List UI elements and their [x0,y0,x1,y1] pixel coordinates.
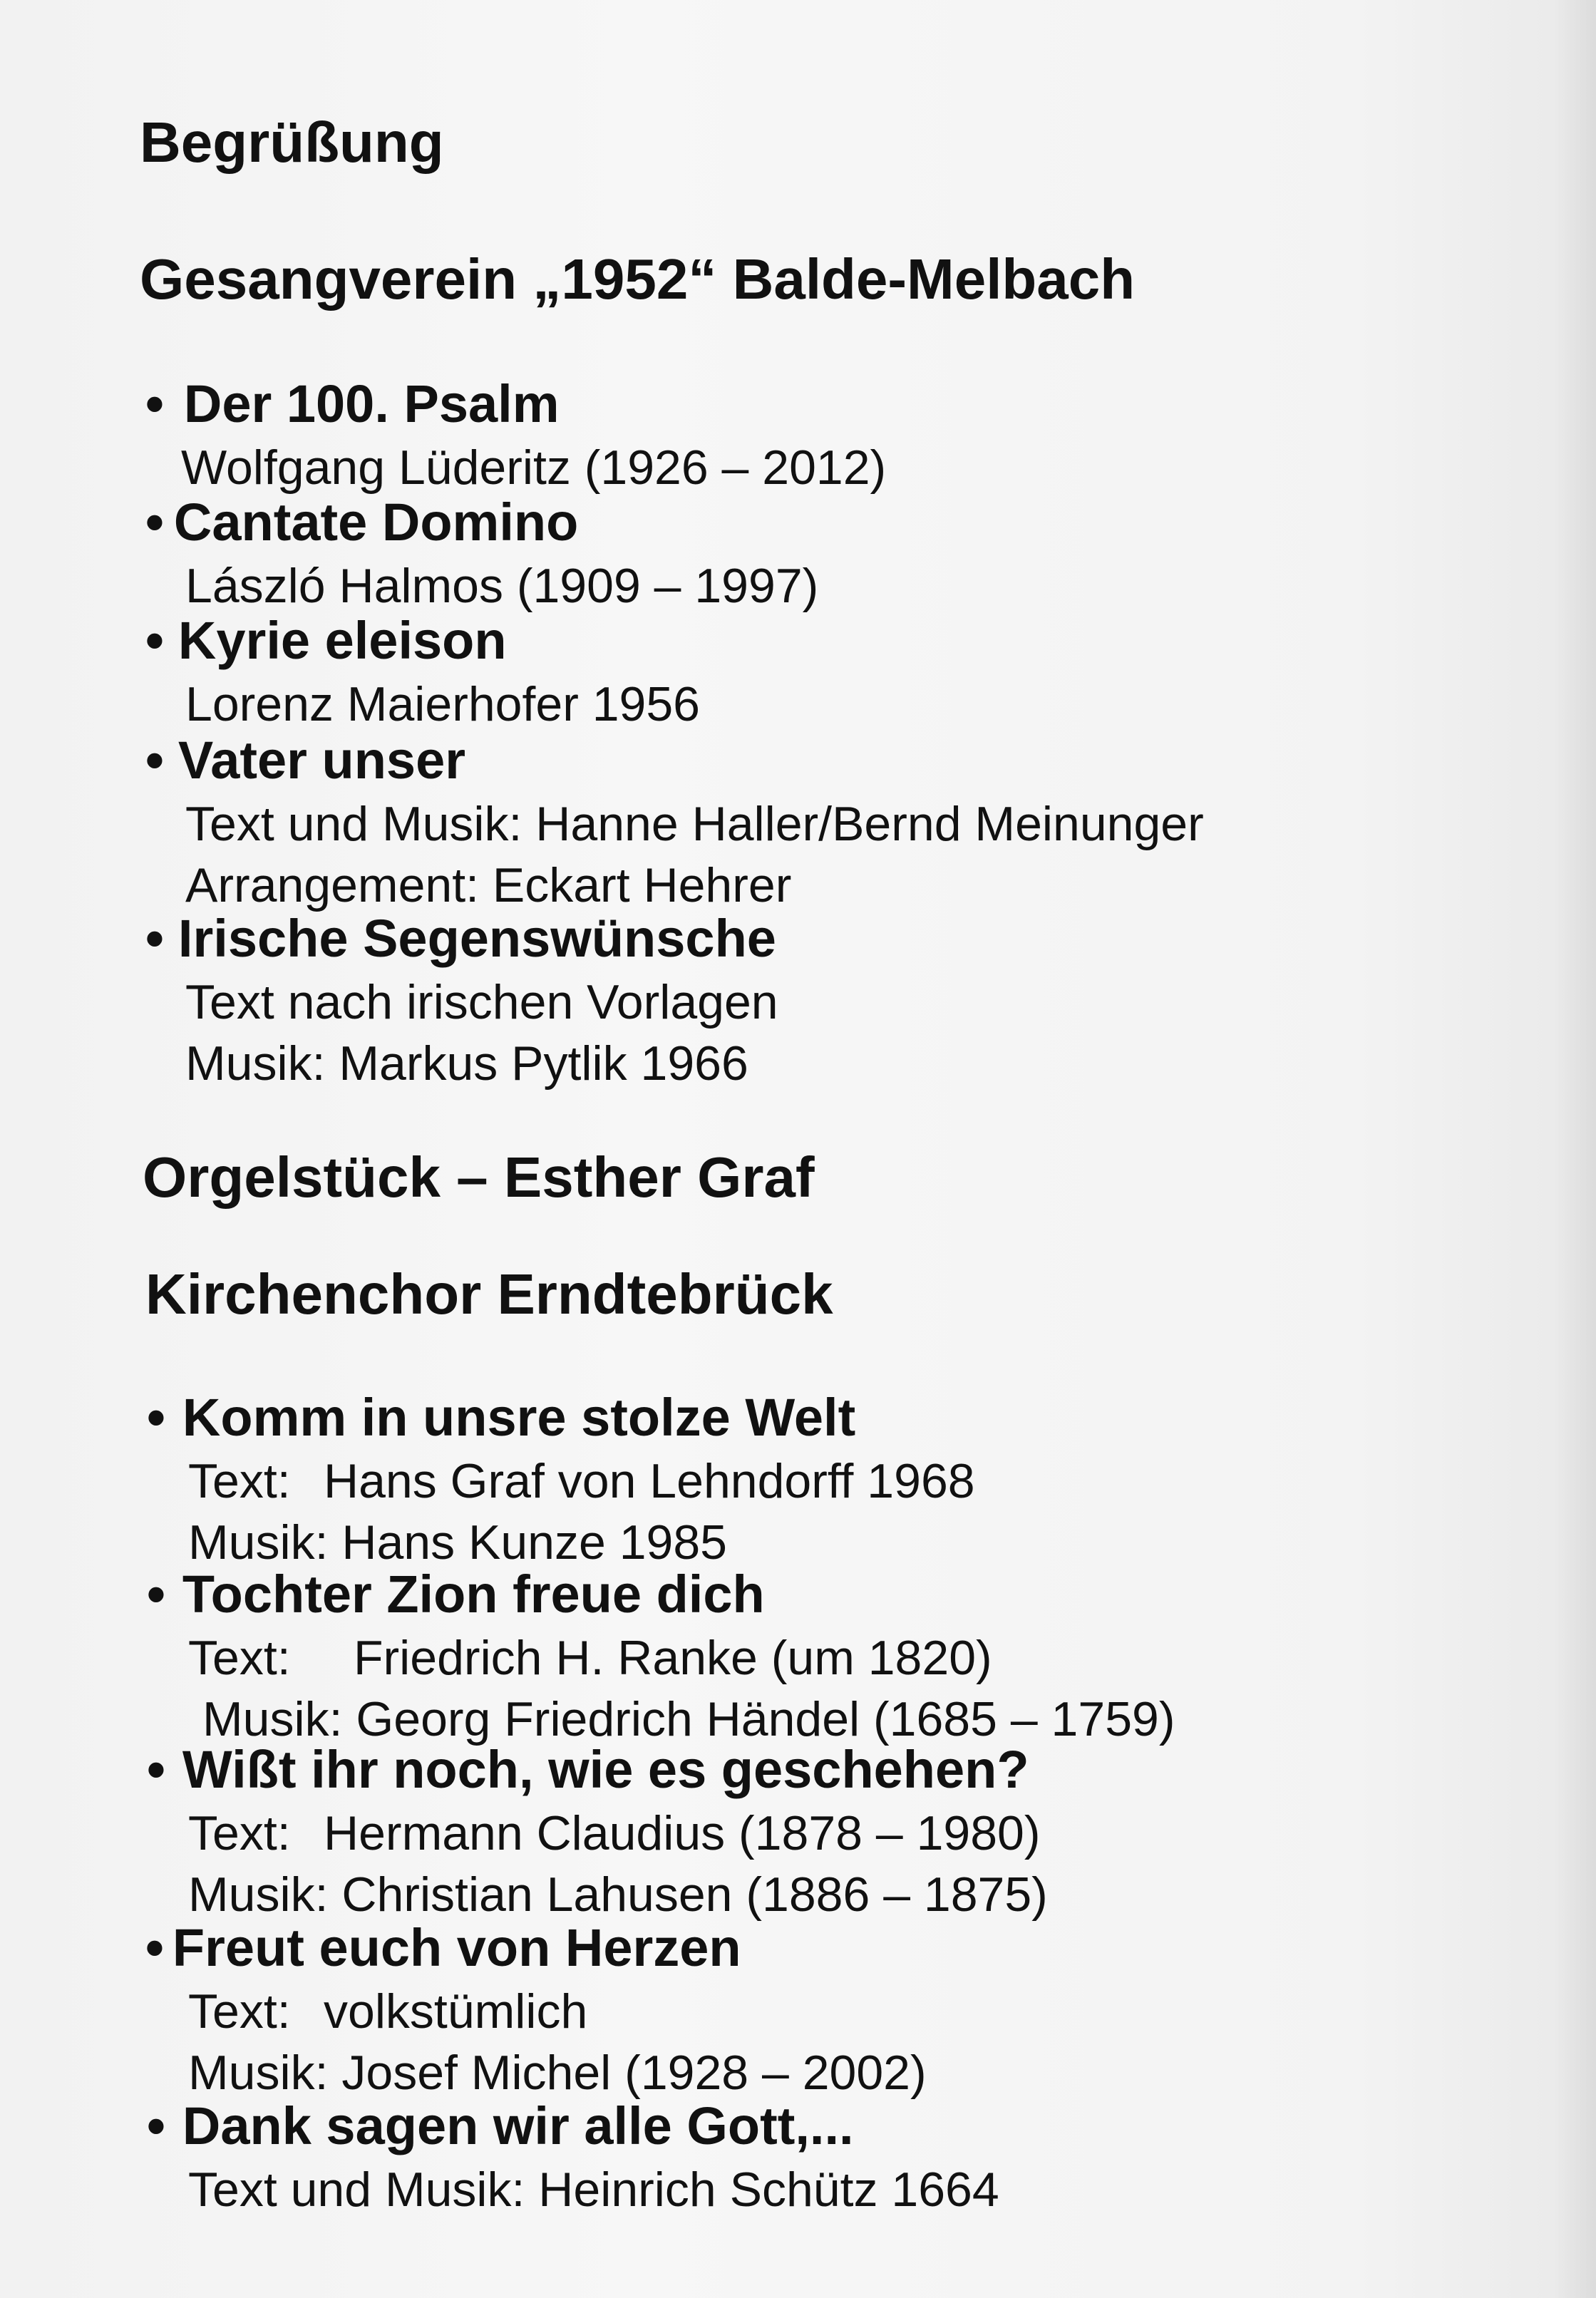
song-title: • Komm in unsre stolze Welt [147,1388,856,1447]
song-title: • Tochter Zion freue dich [147,1565,765,1624]
song-title: • Cantate Domino [145,493,579,552]
song-title: • Der 100. Psalm [145,374,560,433]
song-title: • Freut euch von Herzen [145,1918,741,1977]
bullet-icon: • [145,374,164,433]
list-item [145,611,701,731]
bullet-icon: • [147,1388,165,1447]
bullet-icon: • [145,611,164,670]
bullet-icon: • [147,2096,165,2155]
song-credit: László Halmos (1909 – 1997) [185,559,819,613]
song-credit: Wolfgang Lüderitz (1926 – 2012) [181,440,887,495]
song-credit: Lorenz Maierhofer 1956 [185,677,701,731]
list-item [147,1565,1175,1746]
song-title: • Kyrie eleison [145,611,507,670]
song-credit: Musik: Georg Friedrich Händel (1685 – 1759) [202,1692,1175,1746]
bullet-icon: • [145,909,164,968]
list-item [145,731,1204,912]
bullet-icon: • [145,731,164,790]
song-credit: Text und Musik: Heinrich Schütz 1664 [188,2163,999,2217]
song-title: • Dank sagen wir alle Gott,... [147,2096,854,2155]
choir2-heading: Kirchenchor Erndtebrück [145,1262,833,1326]
song-title: • Vater unser [145,731,466,790]
song-credit: Text: volkstümlich [188,1984,588,2039]
song-credit: Musik: Christian Lahusen (1886 – 1875) [188,1867,1048,1922]
bullet-icon: • [147,1740,165,1799]
song-credit: Text nach irischen Vorlagen [185,975,778,1029]
song-credit: Text: Friedrich H. Ranke (um 1820) [188,1631,992,1685]
song-title: • Wißt ihr noch, wie es geschehen? [147,1740,1029,1799]
song-credit: Text: Hermann Claudius (1878 – 1980) [188,1806,1041,1860]
bullet-icon: • [147,1565,165,1624]
greeting-heading: Begrüßung [140,110,444,174]
song-title: • Irische Segenswünsche [145,909,776,968]
list-item [145,374,887,495]
list-item [147,1388,975,1570]
list-item [147,2096,999,2217]
song-credit: Text: Hans Graf von Lehndorff 1968 [188,1454,975,1508]
list-item [145,493,819,613]
song-credit: Musik: Markus Pytlik 1966 [185,1036,748,1091]
song-credit: Musik: Hans Kunze 1985 [188,1515,727,1570]
organ-heading: Orgelstück – Esther Graf [143,1145,815,1209]
list-item [145,909,778,1091]
list-item [145,1918,927,2100]
choir1-heading: Gesangverein „1952“ Balde-Melbach [140,247,1136,311]
song-credit: Arrangement: Eckart Hehrer [185,858,792,912]
song-credit: Musik: Josef Michel (1928 – 2002) [188,2046,927,2100]
paper-edge-shadow [1553,0,1596,2298]
list-item [147,1740,1048,1922]
bullet-icon: • [145,493,164,552]
song-credit: Text und Musik: Hanne Haller/Bernd Meinunger [185,797,1204,851]
bullet-icon: • [145,1918,164,1977]
